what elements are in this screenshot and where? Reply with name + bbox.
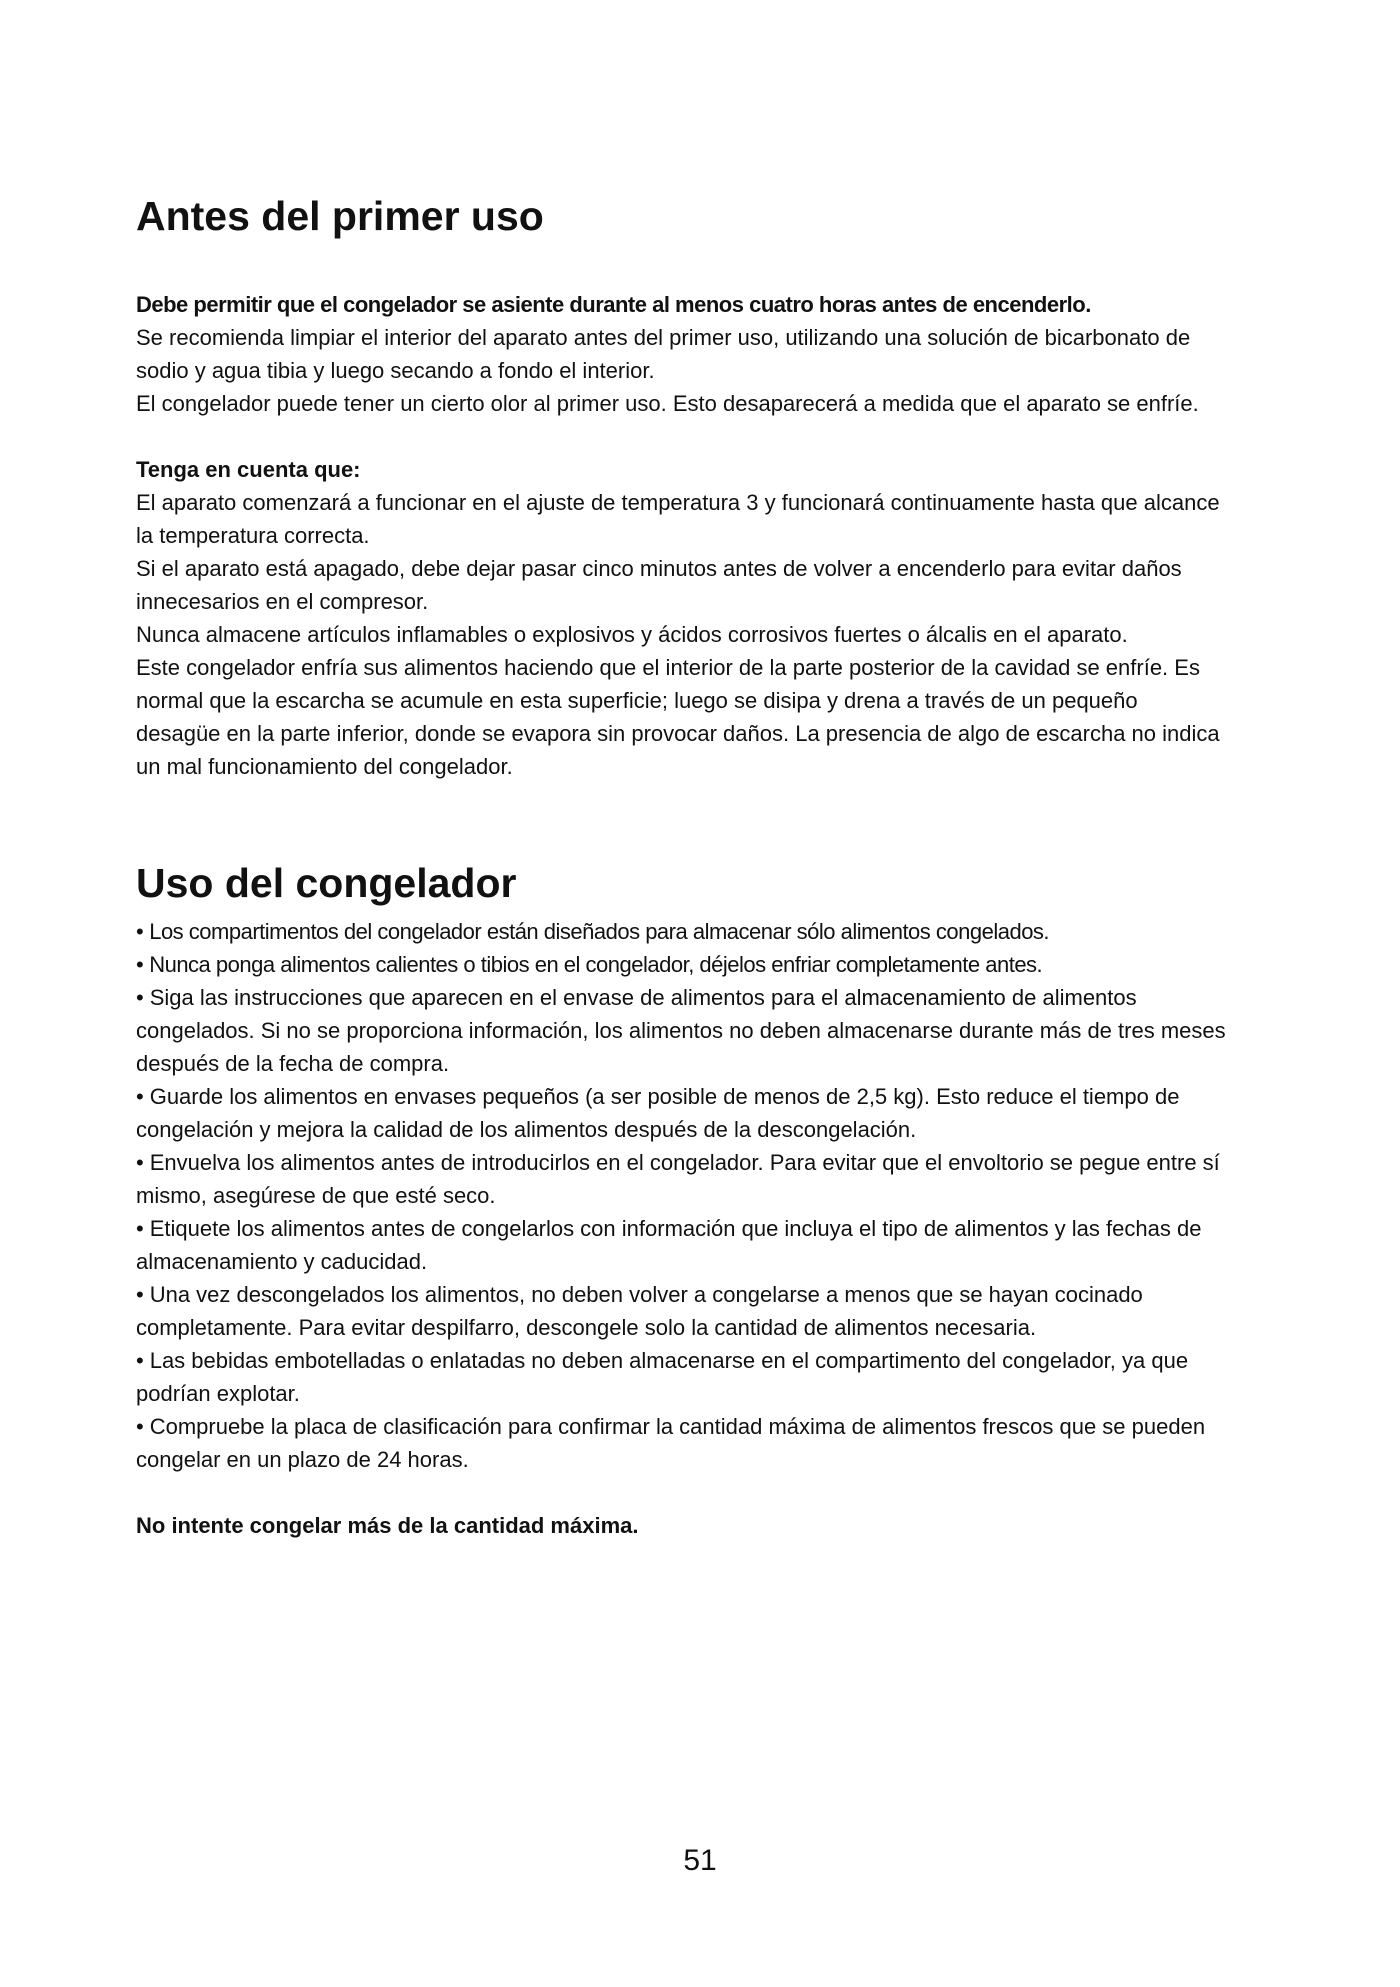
note-paragraph-temperature: El aparato comenzará a funcionar en el ajuste de temperatura 3 y funcionará continuamente hasta que alcance la temperatura correcta. <box>136 490 1220 548</box>
list-item-text: Guarde los alimentos en envases pequeños (a ser posible de menos de 2,5 kg). Esto reduce el tiempo de congelación y mejora la calidad de los alimentos después de la descongelación. <box>136 1084 1180 1142</box>
list-item-text: Envuelva los alimentos antes de introducirlos en el congelador. Para evitar que el envoltorio se pegue entre sí mismo, asegúrese de que esté seco. <box>136 1150 1220 1208</box>
list-item <box>136 1344 1226 1410</box>
list-item <box>136 981 1226 1080</box>
section-before-first-use <box>136 190 1226 783</box>
bullet-icon: • <box>136 1414 144 1439</box>
bullet-icon: • <box>136 1282 144 1307</box>
page-number: 51 <box>683 1844 717 1877</box>
section-title-before-first-use: Antes del primer uso <box>136 193 544 239</box>
bullet-icon: • <box>136 1216 144 1241</box>
list-item-text: Los compartimentos del congelador están diseñados para almacenar sólo alimentos congelados. <box>149 919 1050 944</box>
list-item <box>136 1212 1226 1278</box>
list-item-text: Siga las instrucciones que aparecen en el envase de alimentos para el almacenamiento de alimentos congelados. Si no se proporciona información, los alimentos no deben almacenarse durante más de tres meses después de la fecha de compra. <box>136 985 1226 1076</box>
list-item <box>136 1146 1226 1212</box>
closing-warning: No intente congelar más de la cantidad máxima. <box>136 1513 639 1538</box>
bullet-icon: • <box>136 1084 144 1109</box>
bullet-icon: • <box>136 1348 144 1373</box>
note-paragraph-frost: Este congelador enfría sus alimentos haciendo que el interior de la parte posterior de la cavidad se enfríe. Es normal que la escarcha se acumule en esta superficie; luego se disipa y drena a través de un pequeño desagüe en la parte inferior, donde se evapora sin provocar daños. La presencia de algo de escarcha no indica un mal funcionamiento del congelador. <box>136 655 1220 779</box>
bullet-icon: • <box>136 985 144 1010</box>
paragraph-cleaning: Se recomienda limpiar el interior del aparato antes del primer uso, utilizando una solución de bicarbonato de sodio y agua tibia y luego secando a fondo el interior. <box>136 325 1191 383</box>
bullet-icon: • <box>136 1150 144 1175</box>
list-item <box>136 1080 1226 1146</box>
note-heading: Tenga en cuenta que: <box>136 457 361 482</box>
note-paragraph-flammables: Nunca almacene artículos inflamables o explosivos y ácidos corrosivos fuertes o álcalis en el aparato. <box>136 622 1128 647</box>
list-item-text: Las bebidas embotelladas o enlatadas no deben almacenarse en el compartimento del congelador, ya que podrían explotar. <box>136 1348 1189 1406</box>
bullet-icon: • <box>136 919 144 944</box>
list-item <box>136 948 1226 981</box>
section-title-freezer-use: Uso del congelador <box>136 860 517 906</box>
list-item <box>136 1278 1226 1344</box>
bullet-icon: • <box>136 952 144 977</box>
note-paragraph-restart: Si el aparato está apagado, debe dejar pasar cinco minutos antes de volver a encenderlo para evitar daños innecesarios en el compresor. <box>136 556 1182 614</box>
spacer <box>136 420 1226 453</box>
list-item-text: Compruebe la placa de clasificación para confirmar la cantidad máxima de alimentos frescos que se pueden congelar en un plazo de 24 horas. <box>136 1414 1206 1472</box>
list-item-text: Nunca ponga alimentos calientes o tibios en el congelador, déjelos enfriar completamente antes. <box>149 952 1043 977</box>
spacer <box>136 1476 1226 1509</box>
page-content <box>136 190 1226 1542</box>
lead-instruction: Debe permitir que el congelador se asiente durante al menos cuatro horas antes de encenderlo. <box>136 292 1091 317</box>
list-item <box>136 1410 1226 1476</box>
paragraph-odor: El congelador puede tener un cierto olor al primer uso. Esto desaparecerá a medida que el aparato se enfríe. <box>136 391 1199 416</box>
list-item <box>136 915 1226 948</box>
list-item-text: Una vez descongelados los alimentos, no deben volver a congelarse a menos que se hayan cocinado completamente. Para evitar despilfarro, descongele solo la cantidad de alimentos necesaria. <box>136 1282 1143 1340</box>
section-freezer-use <box>136 857 1226 1542</box>
list-item-text: Etiquete los alimentos antes de congelarlos con información que incluya el tipo de alimentos y las fechas de almacenamiento y caducidad. <box>136 1216 1202 1274</box>
